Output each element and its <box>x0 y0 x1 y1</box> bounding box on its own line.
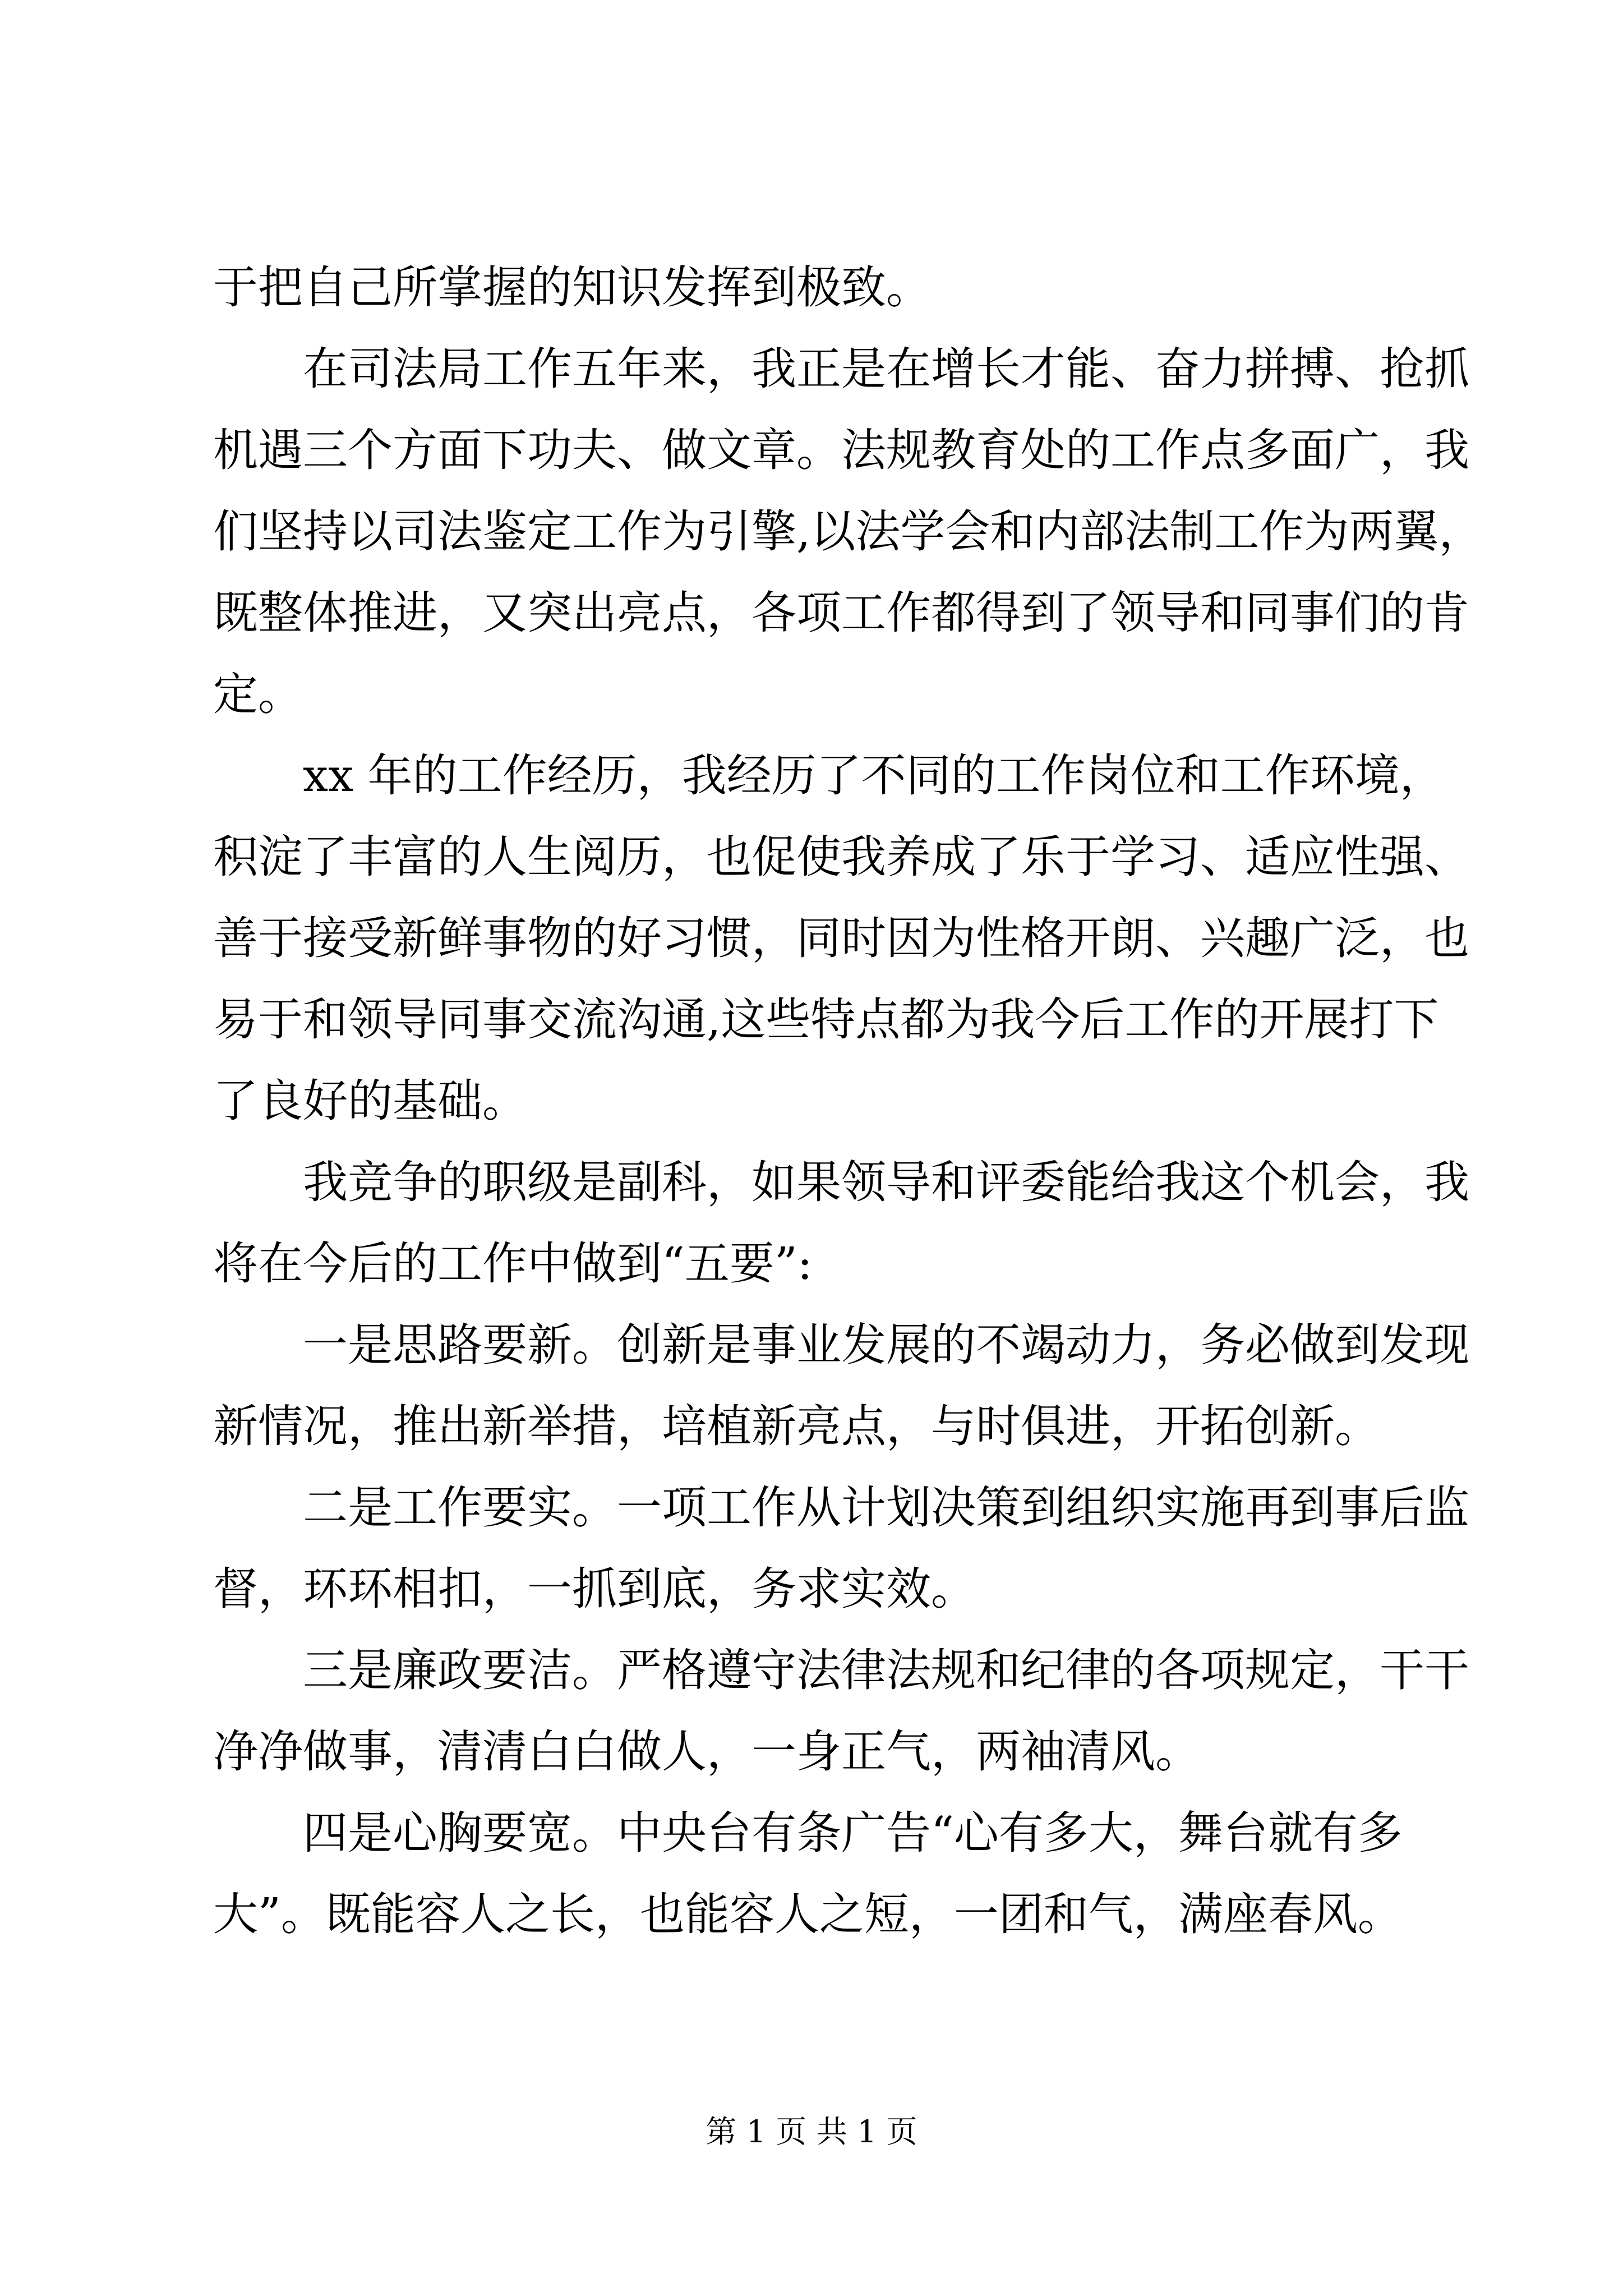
text-line: 善于接受新鲜事物的好习惯，同时因为性格开朗、兴趣广泛，也 <box>213 912 1469 964</box>
text-line: 二是工作要实。一项工作从计划决策到组织实施再到事后监 <box>303 1481 1469 1534</box>
text-line: 一是思路要新。创新是事业发展的不竭动力，务必做到发现 <box>303 1319 1469 1371</box>
text-line: 将在今后的工作中做到“五要”: <box>213 1237 813 1290</box>
text-line: 督，环环相扣，一抓到底，务求实效。 <box>213 1563 976 1615</box>
text-line: 们坚持以司法鉴定工作为引擎,以法学会和内部法制工作为两翼， <box>213 505 1484 558</box>
text-line: 新情况，推出新举措，培植新亮点，与时俱进，开拓创新。 <box>213 1400 1380 1452</box>
text-line: 机遇三个方面下功夫、做文章。法规教育处的工作点多面广，我 <box>213 424 1469 476</box>
text-line: 我竞争的职级是副科，如果领导和评委能给我这个机会，我 <box>303 1156 1469 1208</box>
text-line: 于把自己所掌握的知识发挥到极致。 <box>213 261 931 314</box>
text-line: 在司法局工作五年来，我正是在增长才能、奋力拼搏、抢抓 <box>303 343 1469 395</box>
text-line: 定。 <box>213 668 303 720</box>
text-line: 大”。既能容人之长，也能容人之短，一团和气，满座春风。 <box>213 1888 1403 1940</box>
text-line: 三是廉政要洁。严格遵守法律法规和纪律的各项规定，干干 <box>303 1644 1469 1696</box>
text-line: 四是心胸要宽。中央台有条广告“心有多大，舞台就有多 <box>303 1807 1403 1859</box>
text-line: 净净做事，清清白白做人，一身正气，两袖清风。 <box>213 1726 1200 1778</box>
text-line: 积淀了丰富的人生阅历，也促使我养成了乐于学习、适应性强、 <box>213 831 1469 883</box>
text-line: 既整体推进，又突出亮点，各项工作都得到了领导和同事们的肯 <box>213 587 1469 639</box>
page-footer: 第 1 页 共 1 页 <box>706 2114 917 2150</box>
document-body <box>213 247 1484 1955</box>
text-line: xx 年的工作经历，我经历了不同的工作岗位和工作环境， <box>303 749 1445 802</box>
text-line: 易于和领导同事交流沟通,这些特点都为我今后工作的开展打下 <box>213 993 1439 1046</box>
text-line: 了良好的基础。 <box>213 1075 527 1127</box>
